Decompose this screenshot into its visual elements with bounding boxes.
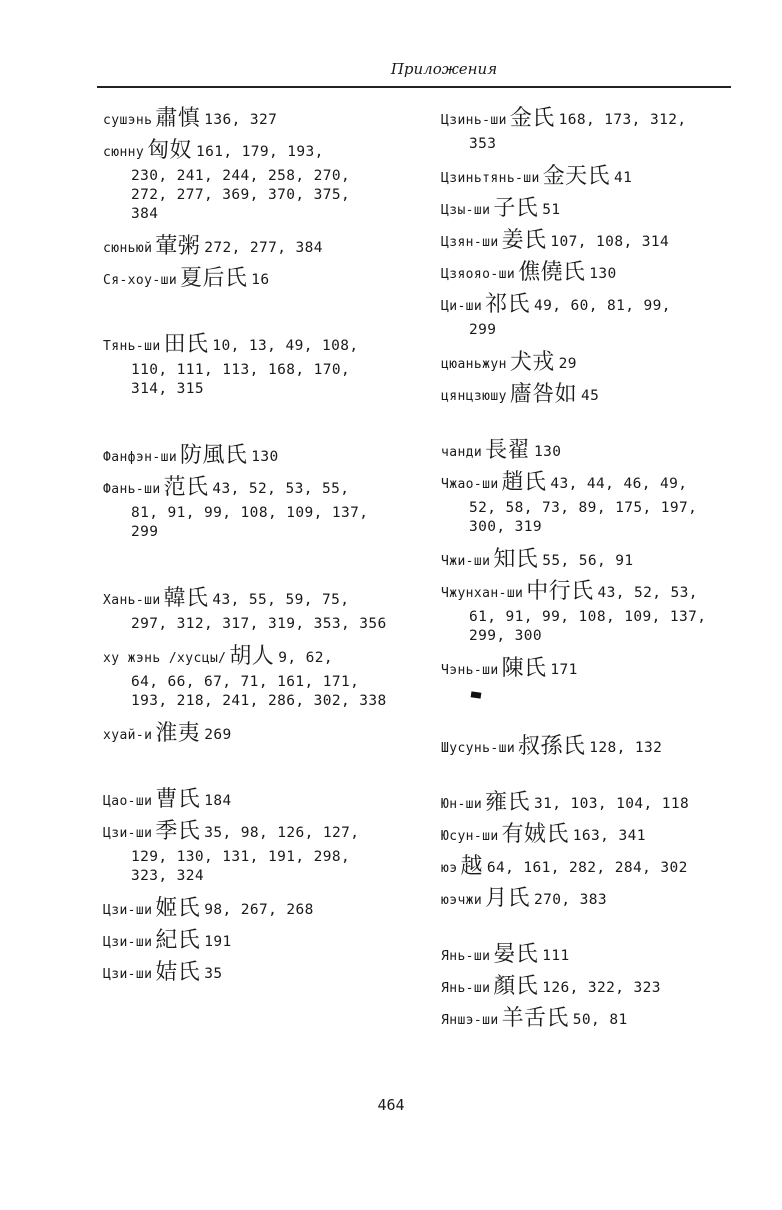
chinese-characters: 夏后氏 xyxy=(180,266,248,291)
index-entry xyxy=(103,894,413,926)
index-term: сюньюй xyxy=(103,241,153,256)
ink-blot-mark xyxy=(471,691,482,698)
continued-line: 129, 130, 131, 191, 298, xyxy=(131,849,351,865)
index-term: цюаньжун xyxy=(441,357,507,372)
index-entry xyxy=(441,194,741,226)
page-references: 45 xyxy=(581,388,600,404)
continued-line: 272, 277, 369, 370, 375, xyxy=(131,187,351,203)
page-references: 35, 98, 126, 127, xyxy=(204,825,360,841)
page-references: 130 xyxy=(589,266,617,282)
index-entry xyxy=(441,884,741,916)
index-entry-line xyxy=(103,136,413,168)
chinese-characters: 紀氏 xyxy=(155,928,201,953)
chinese-characters: 金氏 xyxy=(509,106,555,131)
page-references: 171 xyxy=(550,662,578,678)
page-references: 29 xyxy=(558,356,577,372)
index-entry xyxy=(441,852,741,884)
chinese-characters: 廧咎如 xyxy=(509,382,578,407)
index-term: Яншэ-ши xyxy=(441,1013,499,1028)
index-term: Цао-ши xyxy=(103,794,153,809)
index-entry xyxy=(103,441,413,473)
index-entry xyxy=(441,940,741,972)
page-references: 64, 161, 282, 284, 302 xyxy=(486,860,688,876)
index-entry-line xyxy=(441,290,741,322)
index-term: Тянь-ши xyxy=(103,339,161,354)
page-references: 55, 56, 91 xyxy=(542,553,634,569)
index-term: Цзи-ши xyxy=(103,935,153,950)
index-entry-line xyxy=(103,441,413,473)
section-gap xyxy=(441,916,741,940)
page-references: 126, 322, 323 xyxy=(542,980,661,996)
index-entry-line xyxy=(103,719,413,751)
chinese-characters: 雍氏 xyxy=(485,790,530,815)
index-entry xyxy=(103,926,413,958)
page-references: 43, 52, 53, xyxy=(597,585,698,601)
index-entry-line xyxy=(441,788,741,820)
index-term: Чэнь-ши xyxy=(441,663,499,678)
index-entry-line xyxy=(103,926,413,958)
index-term: Чжао-ши xyxy=(441,477,499,492)
chinese-characters: 越 xyxy=(460,854,483,879)
page-references: 9, 62, xyxy=(278,650,333,666)
chinese-characters: 僬僥氏 xyxy=(518,260,586,285)
index-entry-line xyxy=(103,104,413,136)
continued-line: 81, 91, 99, 108, 109, 137, xyxy=(131,505,369,521)
index-term: юэчжи xyxy=(441,893,483,908)
index-term: Ся-хоу-ши xyxy=(103,273,178,288)
page-references-continued xyxy=(103,673,413,711)
continued-line: 61, 91, 99, 108, 109, 137, xyxy=(469,609,707,625)
continued-line: 64, 66, 67, 71, 161, 171, xyxy=(131,674,360,690)
index-entry xyxy=(441,258,741,290)
chinese-characters: 季氏 xyxy=(155,819,201,844)
index-entry xyxy=(441,732,741,764)
index-entry xyxy=(441,545,741,577)
index-term: Цзян-ши xyxy=(441,235,499,250)
index-entry-line xyxy=(441,104,741,136)
index-entry xyxy=(103,719,413,751)
index-entry-line xyxy=(103,817,413,849)
chinese-characters: 知氏 xyxy=(493,547,539,572)
index-entry xyxy=(441,654,741,702)
page-references: 31, 103, 104, 118 xyxy=(533,796,690,812)
page-references: 163, 341 xyxy=(572,828,646,844)
index-entry-line xyxy=(103,473,413,505)
continued-line: 300, 319 xyxy=(469,519,543,535)
chinese-characters: 金天氏 xyxy=(542,164,610,189)
chinese-characters: 子氏 xyxy=(493,196,539,221)
index-term: Шусунь-ши xyxy=(441,741,516,756)
page-references: 136, 327 xyxy=(204,112,278,128)
page-references-continued xyxy=(103,504,413,542)
index-term: Янь-ши xyxy=(441,981,491,996)
index-entry-line xyxy=(441,732,741,764)
index-column-left xyxy=(103,104,413,990)
index-term: хуай-и xyxy=(103,728,153,743)
index-entry xyxy=(103,642,413,711)
index-term: Янь-ши xyxy=(441,949,491,964)
continued-line: 299 xyxy=(469,322,497,338)
page-references: 41 xyxy=(613,170,633,186)
continued-line: 299, 300 xyxy=(469,628,543,644)
index-term: Хань-ши xyxy=(103,593,161,608)
chinese-characters: 長翟 xyxy=(485,438,530,463)
page-references-continued xyxy=(103,167,413,224)
page-references: 272, 277, 384 xyxy=(204,240,323,256)
page-references: 49, 60, 81, 99, xyxy=(533,298,671,314)
chinese-characters: 陳氏 xyxy=(501,656,547,681)
index-entry xyxy=(441,380,741,412)
index-column-right xyxy=(441,104,741,1036)
page-references: 10, 13, 49, 108, xyxy=(212,338,359,354)
section-gap xyxy=(103,407,413,441)
index-entry xyxy=(103,785,413,817)
index-entry-line xyxy=(441,654,741,686)
chinese-characters: 中行氏 xyxy=(526,579,594,604)
index-entry-line xyxy=(103,894,413,926)
index-term: Цзяояо-ши xyxy=(441,267,516,282)
page-references-continued xyxy=(441,608,741,646)
index-entry xyxy=(103,264,413,296)
index-entry-line xyxy=(103,330,413,362)
continued-line: 230, 241, 244, 258, 270, xyxy=(131,168,351,184)
index-term: юэ xyxy=(441,861,458,876)
index-entry-line xyxy=(103,584,413,616)
index-entry xyxy=(441,577,741,646)
index-entry-line xyxy=(441,348,741,380)
chinese-characters: 田氏 xyxy=(163,332,209,357)
page-references-continued xyxy=(103,361,413,399)
chinese-characters: 趙氏 xyxy=(501,470,547,495)
page-references: 107, 108, 314 xyxy=(550,234,670,250)
index-term: Цзи-ши xyxy=(103,826,153,841)
continued-line: 384 xyxy=(131,206,159,222)
index-entry xyxy=(103,104,413,136)
index-entry xyxy=(441,1004,741,1036)
index-entry-line xyxy=(103,642,413,674)
index-entry xyxy=(441,820,741,852)
index-entry-line xyxy=(441,940,741,972)
continued-line: 299 xyxy=(131,524,159,540)
section-gap xyxy=(103,550,413,584)
page-references: 51 xyxy=(542,202,561,218)
page-references: 35 xyxy=(204,966,223,982)
continued-line: 52, 58, 73, 89, 175, 197, xyxy=(469,500,698,516)
index-entry-line xyxy=(441,545,741,577)
index-entry-line xyxy=(441,852,741,884)
page-references: 184 xyxy=(204,793,232,809)
page-references: 111 xyxy=(542,948,570,964)
page-number: 464 xyxy=(377,1096,405,1114)
chinese-characters: 姜氏 xyxy=(501,228,547,253)
chinese-characters: 姬氏 xyxy=(155,896,201,921)
index-entry xyxy=(103,958,413,990)
page-references: 161, 179, 193, xyxy=(195,144,324,160)
index-term: Цзи-ши xyxy=(103,903,153,918)
page-references: 50, 81 xyxy=(572,1012,628,1028)
chinese-characters: 祁氏 xyxy=(485,292,530,317)
chinese-characters: 淮夷 xyxy=(155,721,201,746)
page-references: 168, 173, 312, xyxy=(558,112,687,128)
index-entry-line xyxy=(441,972,741,1004)
index-entry xyxy=(103,473,413,542)
chinese-characters: 犬戎 xyxy=(509,350,555,375)
index-entry xyxy=(103,232,413,264)
page-references: 43, 44, 46, 49, xyxy=(550,476,688,492)
index-term: цянцзюшу xyxy=(441,389,507,404)
index-entry-line xyxy=(103,264,413,296)
continued-line: 110, 111, 113, 168, 170, xyxy=(131,362,351,378)
index-entry-line xyxy=(103,232,413,264)
section-gap xyxy=(103,296,413,330)
chinese-characters: 顏氏 xyxy=(493,974,539,999)
chinese-characters: 葷粥 xyxy=(155,234,201,259)
index-entry xyxy=(441,290,741,340)
index-entry-line xyxy=(441,884,741,916)
continued-line: 323, 324 xyxy=(131,868,205,884)
index-entry xyxy=(103,584,413,634)
continued-line: 297, 312, 317, 319, 353, 356 xyxy=(131,616,387,632)
index-entry xyxy=(441,226,741,258)
index-term: Цзы-ши xyxy=(441,203,491,218)
index-entry xyxy=(441,436,741,468)
index-entry-line xyxy=(441,194,741,226)
index-entry xyxy=(441,348,741,380)
index-entry-line xyxy=(441,226,741,258)
index-entry-line xyxy=(441,468,741,500)
index-term: Цзиньтянь-ши xyxy=(441,171,540,186)
chinese-characters: 肅慎 xyxy=(155,106,201,131)
page-references-continued xyxy=(441,135,741,154)
page-references: 269 xyxy=(204,727,232,743)
index-term: Фань-ши xyxy=(103,482,161,497)
continued-line: 314, 315 xyxy=(131,381,205,397)
index-entry-line xyxy=(441,1004,741,1036)
index-term: Юн-ши xyxy=(441,797,483,812)
index-term: сушэнь xyxy=(103,113,153,128)
index-entry xyxy=(441,104,741,154)
index-entry-line xyxy=(441,436,741,468)
continued-line: 193, 218, 241, 286, 302, 338 xyxy=(131,693,387,709)
index-entry xyxy=(441,972,741,1004)
index-term: Юсун-ши xyxy=(441,829,499,844)
index-term: Цзи-ши xyxy=(103,967,153,982)
section-gap xyxy=(441,702,741,732)
page-references: 16 xyxy=(251,272,270,288)
page-references-continued xyxy=(441,321,741,340)
index-entry xyxy=(103,330,413,399)
chinese-characters: 有娀氏 xyxy=(501,822,569,847)
chinese-characters: 胡人 xyxy=(229,644,275,669)
page-references-continued xyxy=(103,615,413,634)
index-entry xyxy=(441,788,741,820)
chinese-characters: 羊舌氏 xyxy=(501,1006,569,1031)
index-term: Фанфэн-ши xyxy=(103,450,178,465)
chinese-characters: 叔孫氏 xyxy=(518,734,586,759)
continued-line: 353 xyxy=(469,136,497,152)
index-term: Цзинь-ши xyxy=(441,113,507,128)
section-gap xyxy=(441,764,741,788)
index-entry-line xyxy=(103,958,413,990)
index-term: Ци-ши xyxy=(441,299,483,314)
index-term: Чжи-ши xyxy=(441,554,491,569)
page-references-continued xyxy=(103,848,413,886)
index-entry xyxy=(103,817,413,886)
index-term: сюнну xyxy=(103,145,145,160)
chinese-characters: 匈奴 xyxy=(147,138,192,163)
chinese-characters: 曹氏 xyxy=(155,787,201,812)
index-entry xyxy=(441,468,741,537)
index-term: чанди xyxy=(441,445,483,460)
index-entry-line xyxy=(441,258,741,290)
index-entry xyxy=(441,162,741,194)
index-entry-line xyxy=(441,380,741,412)
page-references: 130 xyxy=(533,444,562,460)
chinese-characters: 范氏 xyxy=(163,475,209,500)
index-term: Чжунхан-ши xyxy=(441,586,524,601)
page-references: 43, 55, 59, 75, xyxy=(212,592,350,608)
section-gap xyxy=(103,751,413,785)
page-references: 128, 132 xyxy=(589,740,663,756)
section-gap xyxy=(441,412,741,436)
index-entry-line xyxy=(441,162,741,194)
index-entry xyxy=(103,136,413,224)
chinese-characters: 月氏 xyxy=(485,886,530,911)
chinese-characters: 晏氏 xyxy=(493,942,539,967)
chinese-characters: 韓氏 xyxy=(163,586,209,611)
page-references: 43, 52, 53, 55, xyxy=(212,481,350,497)
chinese-characters: 姞氏 xyxy=(155,960,201,985)
index-entry-line xyxy=(441,577,741,609)
page-references: 270, 383 xyxy=(533,892,607,908)
running-header-title: Приложения xyxy=(390,60,498,78)
index-entry-line xyxy=(103,785,413,817)
running-header xyxy=(97,58,731,88)
page-references: 98, 267, 268 xyxy=(204,902,314,918)
index-entry-line xyxy=(441,820,741,852)
page-references: 130 xyxy=(251,449,279,465)
index-term: ху жэнь /хусцы/ xyxy=(103,651,227,666)
page-references: 191 xyxy=(204,934,232,950)
chinese-characters: 防風氏 xyxy=(180,443,248,468)
page-references-continued xyxy=(441,499,741,537)
